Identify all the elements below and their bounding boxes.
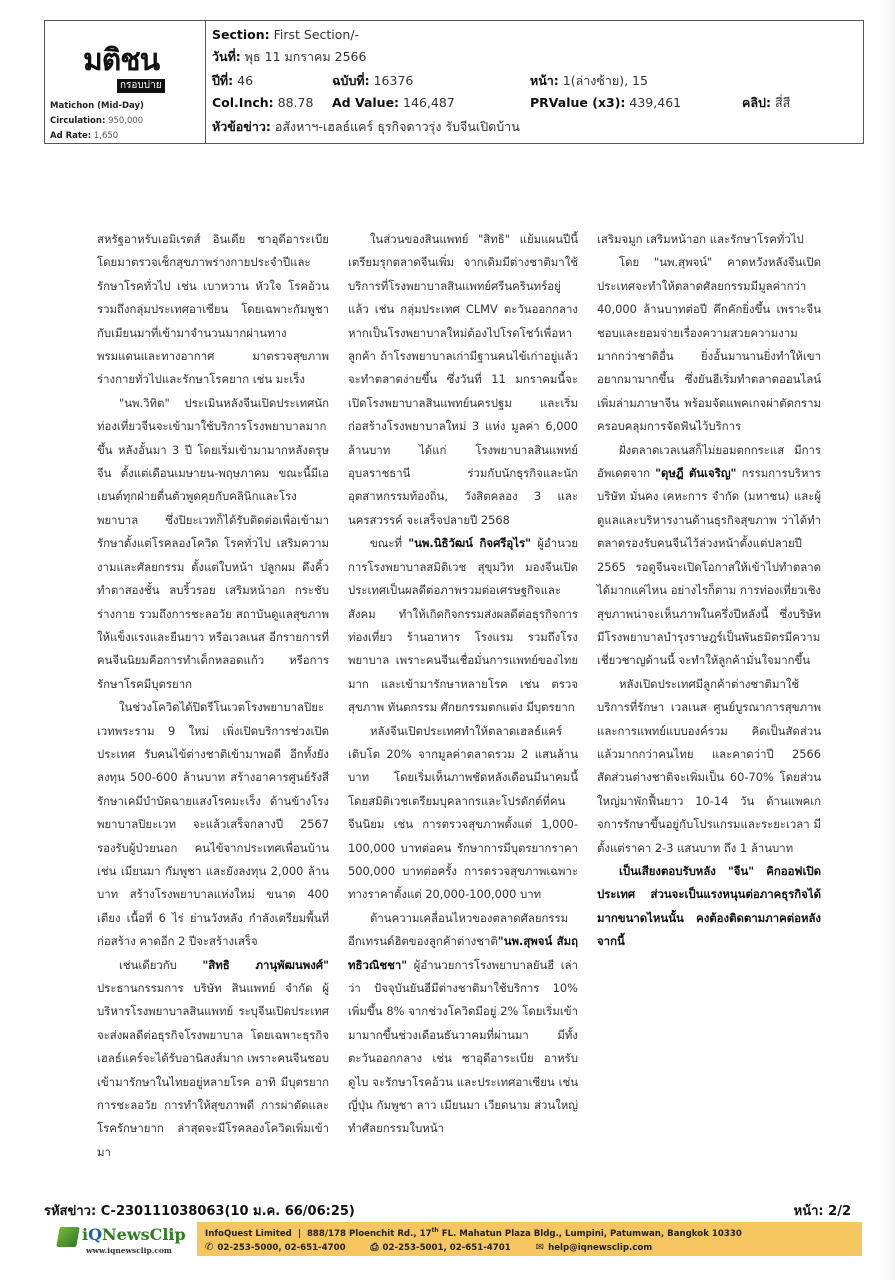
article-paragraph: ในส่วนของสินแพทย์ "สิทธิ" แย้มแผนปีนี้เตรียมรุกตลาดจีนเพิ่ม จากเดิมมีต่างชาติมาใช้บริการที่โรงพยาบาลสินแพทย์ศรีนครินทร์อยู่แล้ว เช่น กลุ่มประเทศ CLMV ตะวันออกกลาง หากเป็นโรงพยาบาลใหม่ต้องไปโรดโชว์เพื่อหาลูกค้า ถ้าโรงพยาบาลเก่ามีฐานคนไข้เก่าอยู่แล้วจะทำตลาดง่ายขึ้น ซึ่งวันที่ 11 มกราคมนี้จะเปิดโรงพยาบาลสินแพทย์นครปฐม และเริ่มก่อสร้างโรงพยาบาลใหม่ 3 แห่ง มูลค่า 6,000 ล้านบาท ได้แก่ โรงพยาบาลสินแพทย์อุบลราชธานี ร่วมกับนักธุรกิจและนักอุตสาหกรรมท้องถิ่น, วังสิตคลอง 3 และนครสวรรค์ จะเสร็จปลายปี 2568 xyxy=(348,232,578,527)
circulation-value: 950,000 xyxy=(108,116,144,126)
headline-label: หัวข้อข่าว: xyxy=(212,119,271,134)
article-paragraph: โดย "นพ.สุพจน์" คาดหวังหลังจีนเปิดประเทศจะทำให้ตลาดศัลยกรรมมีมูลค่ากว่า 40,000 ล้านบาทต่อปี คึกคักยิ่งขึ้น เพราะจีนชอบและยอมจ่ายเรื่องความสวยความงามมากกว่าชาติอื่น ยิ่งอั้นมานานยิ่งทำให้เขาอยากมามากขึ้น ซึ่งยันฮีเริ่มทำตลาดออนไลน์ เพิ่มล่ามภาษาจีน พร้อมจัดแพคเกจผ่าตัดกรามครอบคลุมการจัดฟันไว้บริการ xyxy=(597,255,821,434)
phone-contact xyxy=(205,1243,346,1253)
article-paragraph: "นพ.วิทิต" ประเมินหลังจีนเปิดประเทศนักท่องเที่ยวจีนจะเข้ามาใช้บริการโรงพยาบาลมากขึ้น หลังอั้นมา 3 ปี โดยเริ่มเข้ามามากหลังตรุษจีน ตั้งแต่เดือนเมษายน-พฤษภาคม ขณะนี้มีเอเยนต์ทุกฝ่ายตื่นตัวพูดคุยกับคลินิกและโรงพยาบาล ซึ่งปิยะเวทก็ได้รับติดต่อเพื่อเข้ามารักษาตั้งแต่โรคลองโควิด โรคทั่วไป เสริมความงามและศัลยกรรม ตั้งแต่ใบหน้า ปลูกผม ดึงคิ้ว ทำตาสองชั้น ลบริ้วรอย เสริมหน้าอก กระชับร่างกาย รวมถึงการชะลอวัย สถาบันดูแลสุขภาพให้แข็งแรงและยืนยาว หรือเวลเนส อีกรายการที่คนจีนนิยมคือการทำเด็กหลอดแก้ว หรือการรักษาโรคมีบุตรยาก xyxy=(97,395,329,691)
news-code-value: C-230111038063(10 ม.ค. 66/06:25) xyxy=(100,1204,355,1219)
colinch-label: Col.Inch: xyxy=(212,95,274,110)
article-column-1 xyxy=(97,228,329,1164)
article-paragraph: เช่นเดียวกับ "สิทธิ ภานุพัฒนพงศ์" ประธานกรรมการ บริษัท สินแพทย์ จำกัด ผู้บริหารโรงพยาบาลสินแพทย์ ระบุจีนเปิดประเทศจะส่งผลดีต่อธุรกิจโรงพยาบาล โดยเฉพาะธุรกิจเฮลธ์แคร์จะได้รับอานิสงส์มาก เพราะคนจีนชอบเข้ามารักษาในไทยอยู่หลายโรค อาทิ มีบุตรยาก การชะลอวัย การทำให้สุขภาพดี การผ่าตัดและโรครักษายาก ล่าสุดจะมีโรคลองโควิดเพิ่มเข้ามา xyxy=(97,957,329,1159)
company-address xyxy=(307,1229,742,1239)
ad-rate-value: 1,650 xyxy=(93,131,119,141)
clipping-metadata xyxy=(206,21,863,143)
fax-value: 02-253-5001, 02-651-4701 xyxy=(382,1243,511,1253)
publication-name: Matichon (Mid-Day) xyxy=(50,101,144,111)
headline-value: อสังหาฯ-เฮลธ์แคร์ ธุรกิจดาวรุ่ง รับจีนเปิดบ้าน xyxy=(274,119,520,134)
date-value: พุธ 11 มกราคม 2566 xyxy=(244,49,367,64)
email-value[interactable]: help@iqnewsclip.com xyxy=(548,1243,653,1253)
headline-row xyxy=(212,119,520,135)
year-value: 46 xyxy=(237,73,254,88)
article-paragraph: เป็นเสียงตอบรับหลัง "จีน" คิกออฟเปิดประเทศ ส่วนจะเป็นแรงหนุนต่อภาคธุรกิจได้มากขนาดไหนนั้น คงต้องติดตามภาคต่อหลังจากนี้ xyxy=(597,863,821,949)
issue-value: 16376 xyxy=(373,73,414,88)
article-paragraph: หลังจีนเปิดประเทศทำให้ตลาดเฮลธ์แคร์เติบโต 20% จากมูลค่าตลาดรวม 2 แสนล้านบาท โดยเริ่มเห็นภาพชัดหลังเดือนมีนาคมนี้ โดยสมิติเวชเตรียมบุคลากรและโปรดักต์ที่คนจีนนิยม เช่น การตรวจสุขภาพตั้งแต่ 1,000-100,000 บาทต่อคน รักษาการมีบุตรยากราคา 500,000 บาทต่อครั้ง การตรวจสุขภาพเฉพาะทางราคาตั้งแต่ 20,000-100,000 บาท xyxy=(348,723,578,902)
publication-logo: มติชน xyxy=(83,43,160,78)
quoted-name: "สิทธิ ภานุพัฒนพงศ์" xyxy=(202,957,329,972)
section-value: First Section/- xyxy=(273,27,360,42)
address-part: 888/178 Ploenchit Rd., 17 xyxy=(306,1228,432,1239)
leaf-icon xyxy=(56,1227,80,1247)
advalue-value: 146,487 xyxy=(403,95,455,110)
wordmark-q: Q xyxy=(88,1225,103,1244)
article-paragraph: ด้านความเคลื่อนไหวของตลาดศัลยกรรมอีกเทรนด์ฮิตของลูกค้าต่างชาติ"นพ.สุพจน์ สัมฤทธิวณิชชา" ผู้อำนวยการโรงพยาบาลยันฮี เล่าว่า ปัจจุบันยันฮีมีต่างชาติมาใช้บริการ 10% เพิ่มขึ้น 8% จากช่วงโควิดมีอยู่ 2% โดยเริ่มเข้ามามากขึ้นช่วงเดือนธันวาคมที่ผ่านมา มีทั้งตะวันออกกลาง เช่น ซาอุดีอาระเบีย อาหรับ ดูไบ จะรักษาโรคอ้วน และประเทศอาเซียน เช่น ญี่ปุ่น กัมพูชา ลาว เมียนมา เวียดนาม ส่วนใหญ่ทำศัลยกรรมใบหน้า xyxy=(348,910,578,1136)
wordmark-rest: NewsClip xyxy=(102,1225,186,1244)
page-edge-shadow xyxy=(881,0,895,1280)
iqnewsclip-wordmark xyxy=(82,1225,186,1244)
advalue-label: Ad Value: xyxy=(332,95,400,110)
prvalue-row xyxy=(530,95,681,111)
article-paragraph: ในช่วงโควิดได้ปิดรีโนเวตโรงพยาบาลปิยะเวทพระราม 9 ใหม่ เพิ่งเปิดบริการช่วงเปิดประเทศ รับคนไข้ต่างชาติเข้ามาพอดี อีกทั้งยังลงทุน 500-600 ล้านบาท สร้างอาคารศูนย์รังสีรักษาเคมีบำบัดฉายแสงโรคมะเร็ง ด้านข้างโรงพยาบาลปิยะเวท จะแล้วเสร็จกลางปี 2567 รองรับผู้ป่วยนอก คนไข้จากประเทศเพื่อนบ้าน เช่น เมียนมา กัมพูชา และยังลงทุน 2,000 ล้านบาท สร้างโรงพยาบาลแห่งใหม่ ขนาด 400 เตียง เนื้อที่ 6 ไร่ ย่านวังหลัง กำลังเตรียมพื้นที่ก่อสร้าง คาดอีก 2 ปีจะสร้างเสร็จ xyxy=(97,700,329,949)
page-number xyxy=(794,1200,851,1221)
colinch-row xyxy=(212,95,313,111)
quoted-name: "นพ.สุพจน์ สัมฤทธิวณิชชา" xyxy=(348,934,578,972)
iqnewsclip-logo[interactable] xyxy=(58,1225,188,1259)
quoted-name: "ดุษฎี ตันเจริญ" xyxy=(655,466,737,481)
section-row xyxy=(212,27,359,43)
fax-contact xyxy=(371,1243,511,1253)
publication-logo-cell xyxy=(45,21,206,143)
article-paragraph: สหรัฐอาหรับเอมิเรตส์ อินเดีย ซาอุดีอาระเบีย โดยมาตรวจเช็กสุขภาพร่างกายประจำปีและรักษาโรคทั่วไป เช่น เบาหวาน หัวใจ โรคอ้วน รวมถึงกลุ่มประเทศอาเซียน โดยเฉพาะกัมพูชากับเมียนมาที่เข้ามาจำนวนมากผ่านทางพรมแดนและทางอากาศ มาตรวจสุขภาพร่างกายทั่วไปและรักษาโรคยาก เช่น มะเร็ง xyxy=(97,232,329,387)
article-paragraph: ฝั่งตลาดเวลเนสก็ไม่ยอมตกกระแส มีการอัพเดตจาก "ดุษฎี ตันเจริญ" กรรมการบริหาร บริษัท มั่นคง เคหะการ จำกัด (มหาชน) และผู้ดูแลและบริหารงานด้านธุรกิจสุขภาพ ว่าได้ทำตลาดรองรับคนจีนไว้ล่วงหน้าตั้งแต่ปลายปี 2565 รอดูจีนจะเปิดโอกาสให้เข้าไปทำตลาดได้มากแค่ไหน อย่างไรก็ตาม การท่องเที่ยวเชิงสุขภาพน่าจะเห็นภาพในครึ่งปีหลังนี้ ซึ่งบริษัทมีโรงพยาบาลบำรุงราษฎร์เป็นพันธมิตรมีความเชี่ยวชาญด้านนี้ จะทำให้ลูกค้ามั่นใจมากขึ้น xyxy=(597,442,821,668)
publication-info xyxy=(50,99,144,144)
clip-label: คลิป: xyxy=(742,95,771,110)
issue-row xyxy=(332,73,413,89)
mail-icon: ✉ xyxy=(535,1242,545,1253)
phone-value: 02-253-5000, 02-651-4700 xyxy=(217,1243,346,1253)
clipping-header xyxy=(44,20,864,144)
contact-bar xyxy=(197,1222,862,1256)
prvalue-value: 439,461 xyxy=(629,95,682,110)
iqnewsclip-url[interactable]: www.iqnewsclip.com xyxy=(86,1246,172,1255)
year-row xyxy=(212,73,253,89)
page-label: หน้า: xyxy=(530,73,559,88)
year-label: ปีที่: xyxy=(212,73,234,88)
news-code xyxy=(44,1200,355,1221)
wordmark-i: i xyxy=(82,1225,89,1244)
publication-edition-badge: กรอบบ่าย xyxy=(117,79,165,93)
phone-icon: ✆ xyxy=(205,1242,214,1253)
article-column-3 xyxy=(597,228,821,954)
company-name: InfoQuest Limited xyxy=(205,1228,292,1239)
address-part: FL. Mahatun Plaza Bldg., Lumpini, Patumwan, Bangkok 10330 xyxy=(438,1228,742,1239)
ad-rate-label: Ad Rate: xyxy=(50,131,92,141)
prvalue-label: PRValue (x3): xyxy=(530,95,626,110)
address-sup: th xyxy=(431,1227,439,1234)
article-paragraph: ขณะที่ "นพ.นิธิวัฒน์ กิจศรีอุไร" ผู้อำนวยการโรงพยาบาลสมิติเวช สุขุมวิท มองจีนเปิดประเทศเป็นผลดีต่อภาพรวมต่อเศรษฐกิจและสังคม ทำให้เกิดกิจกรรมส่งผลดีต่อธุรกิจการท่องเที่ยว ร้านอาหาร โรงแรม รวมถึงโรงพยาบาล เพราะคนจีนเชื่อมั่นการแพทย์ของไทยมาก และเข้ามารักษาหลายโรค เช่น ตรวจสุขภาพ ทันตกรรม ศักยกรรมตกแต่ง มีบุตรยาก xyxy=(348,536,579,715)
page-number-value: 2/2 xyxy=(828,1204,851,1219)
date-row xyxy=(212,49,366,65)
clip-row xyxy=(742,95,790,111)
article-paragraph: เสริมจมูก เสริมหน้าอก และรักษาโรคทั่วไป xyxy=(597,232,804,246)
page-value: 1(ล่างซ้าย), 15 xyxy=(562,73,648,88)
issue-label: ฉบับที่: xyxy=(332,73,370,88)
section-label: Section: xyxy=(212,27,270,42)
contact-line xyxy=(205,1242,674,1253)
page-row xyxy=(530,73,648,89)
date-label: วันที่: xyxy=(212,49,241,64)
page-number-label: หน้า: xyxy=(793,1204,824,1219)
clip-value: สี่สี xyxy=(774,95,791,110)
colinch-value: 88.78 xyxy=(277,95,314,110)
company-address-line: InfoQuest Limited | 888/178 Ploenchit Rd., 17th FL. Mahatun Plaza Bldg., Lumpini, Patumwan, Bangkok 10330 xyxy=(205,1227,742,1239)
advalue-row xyxy=(332,95,455,111)
quoted-name: "นพ.นิธิวัฒน์ กิจศรีอุไร" xyxy=(408,536,532,551)
news-code-label: รหัสข่าว: xyxy=(44,1204,97,1219)
article-paragraph: หลังเปิดประเทศมีลูกค้าต่างชาติมาใช้บริการที่รักษา เวลเนส ศูนย์บูรณาการสุขภาพและการแพทย์แบบองค์รวม คิดเป็นสัดส่วนแล้วมากกว่าคนไทย และคาดว่าปี 2566 สัดส่วนต่างชาติจะเพิ่มเป็น 60-70% โดยส่วนใหญ่มาพักฟื้นยาว 10-14 วัน ด้านแพคเกจการรักษาขึ้นอยู่กับโปรแกรมและระยะเวลา มีตั้งแต่ราคา 2-3 แสนบาท ถึง 1 ล้านบาท xyxy=(597,676,821,855)
email-contact[interactable] xyxy=(536,1243,652,1253)
circulation-label: Circulation: xyxy=(50,116,106,126)
article-column-2 xyxy=(348,228,578,1141)
printer-icon: ⎙ xyxy=(370,1242,379,1253)
